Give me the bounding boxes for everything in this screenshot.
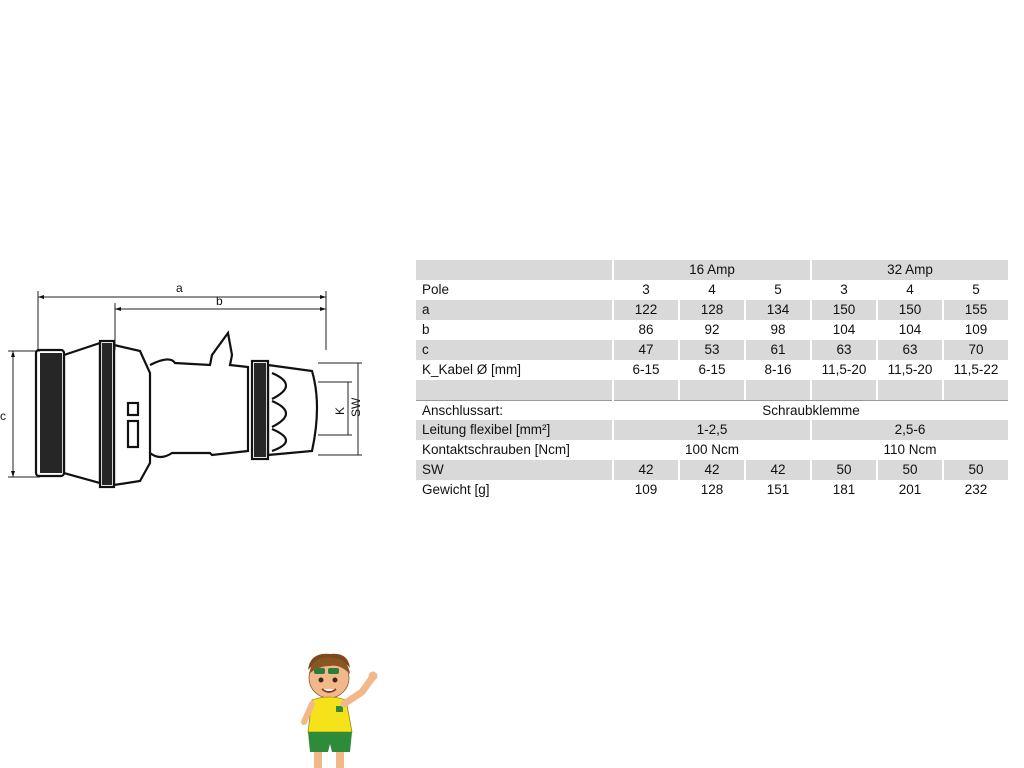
- cell: 181: [812, 480, 876, 500]
- cell: 1-2,5: [614, 420, 810, 440]
- cell: 150: [878, 300, 942, 320]
- cell: 11,5-20: [878, 360, 942, 380]
- cell: 42: [746, 460, 810, 480]
- cell: 50: [944, 460, 1008, 480]
- cell: 201: [878, 480, 942, 500]
- row-label: a: [416, 300, 612, 320]
- plug-body: [36, 333, 317, 487]
- cell: 6-15: [614, 360, 678, 380]
- cell: Schraubklemme: [614, 400, 1008, 420]
- table-row: [416, 460, 1008, 480]
- cell: 122: [614, 300, 678, 320]
- cell: 47: [614, 340, 678, 360]
- cell: 104: [812, 320, 876, 340]
- row-label: Pole: [416, 280, 612, 300]
- row-label: Leitung flexibel [mm²]: [416, 420, 612, 440]
- cell: 8-16: [746, 360, 810, 380]
- row-label: SW: [416, 460, 612, 480]
- cell: 128: [680, 300, 744, 320]
- cell: 134: [746, 300, 810, 320]
- specification-table: [414, 260, 1010, 500]
- table-row: [416, 360, 1008, 380]
- cell: 104: [878, 320, 942, 340]
- cell: 98: [746, 320, 810, 340]
- table-row: [416, 300, 1008, 320]
- table-row: [416, 440, 1008, 460]
- cell: 86: [614, 320, 678, 340]
- row-label: K_Kabel Ø [mm]: [416, 360, 612, 380]
- dim-label-k: K: [333, 406, 347, 415]
- cell: 3: [812, 280, 876, 300]
- cell: 5: [944, 280, 1008, 300]
- mascot-illustration: [290, 648, 385, 768]
- cell: 42: [614, 460, 678, 480]
- dim-label-a: a: [176, 281, 183, 295]
- cell: 63: [878, 340, 942, 360]
- row-label: Gewicht [g]: [416, 480, 612, 500]
- cell: 110 Ncm: [812, 440, 1008, 460]
- cell: 2,5-6: [812, 420, 1008, 440]
- table-row: [416, 340, 1008, 360]
- cell: 155: [944, 300, 1008, 320]
- table-row: [416, 420, 1008, 440]
- cell: 232: [944, 480, 1008, 500]
- row-label: c: [416, 340, 612, 360]
- table-row: [416, 320, 1008, 340]
- cell: 11,5-22: [944, 360, 1008, 380]
- header-empty-cell: [416, 260, 612, 280]
- table-row: [416, 480, 1008, 500]
- dim-label-sw: SW: [349, 397, 363, 417]
- row-label: Anschlussart:: [416, 400, 612, 420]
- table-row: [416, 280, 1008, 300]
- cell: 50: [812, 460, 876, 480]
- cell: 63: [812, 340, 876, 360]
- cell: 50: [878, 460, 942, 480]
- table-row: [416, 400, 1008, 420]
- cell: 92: [680, 320, 744, 340]
- cell: 150: [812, 300, 876, 320]
- cell: 53: [680, 340, 744, 360]
- cell: 109: [944, 320, 1008, 340]
- dim-label-c: c: [0, 409, 6, 423]
- cell: 3: [614, 280, 678, 300]
- table-spacer-row: [416, 380, 1008, 400]
- group-header-16a: 16 Amp: [614, 260, 810, 280]
- row-label: Kontaktschrauben [Ncm]: [416, 440, 612, 460]
- cell: 70: [944, 340, 1008, 360]
- cell: 4: [680, 280, 744, 300]
- group-header-32a: 32 Amp: [812, 260, 1008, 280]
- cell: 61: [746, 340, 810, 360]
- cell: 6-15: [680, 360, 744, 380]
- row-label: b: [416, 320, 612, 340]
- cell: 109: [614, 480, 678, 500]
- cell: 4: [878, 280, 942, 300]
- cell: 100 Ncm: [614, 440, 810, 460]
- cell: 151: [746, 480, 810, 500]
- cell: 5: [746, 280, 810, 300]
- dim-label-b: b: [216, 294, 223, 308]
- plug-technical-drawing: [0, 255, 400, 500]
- table-header-row: [416, 260, 1008, 280]
- cell: 11,5-20: [812, 360, 876, 380]
- cell: 42: [680, 460, 744, 480]
- cell: 128: [680, 480, 744, 500]
